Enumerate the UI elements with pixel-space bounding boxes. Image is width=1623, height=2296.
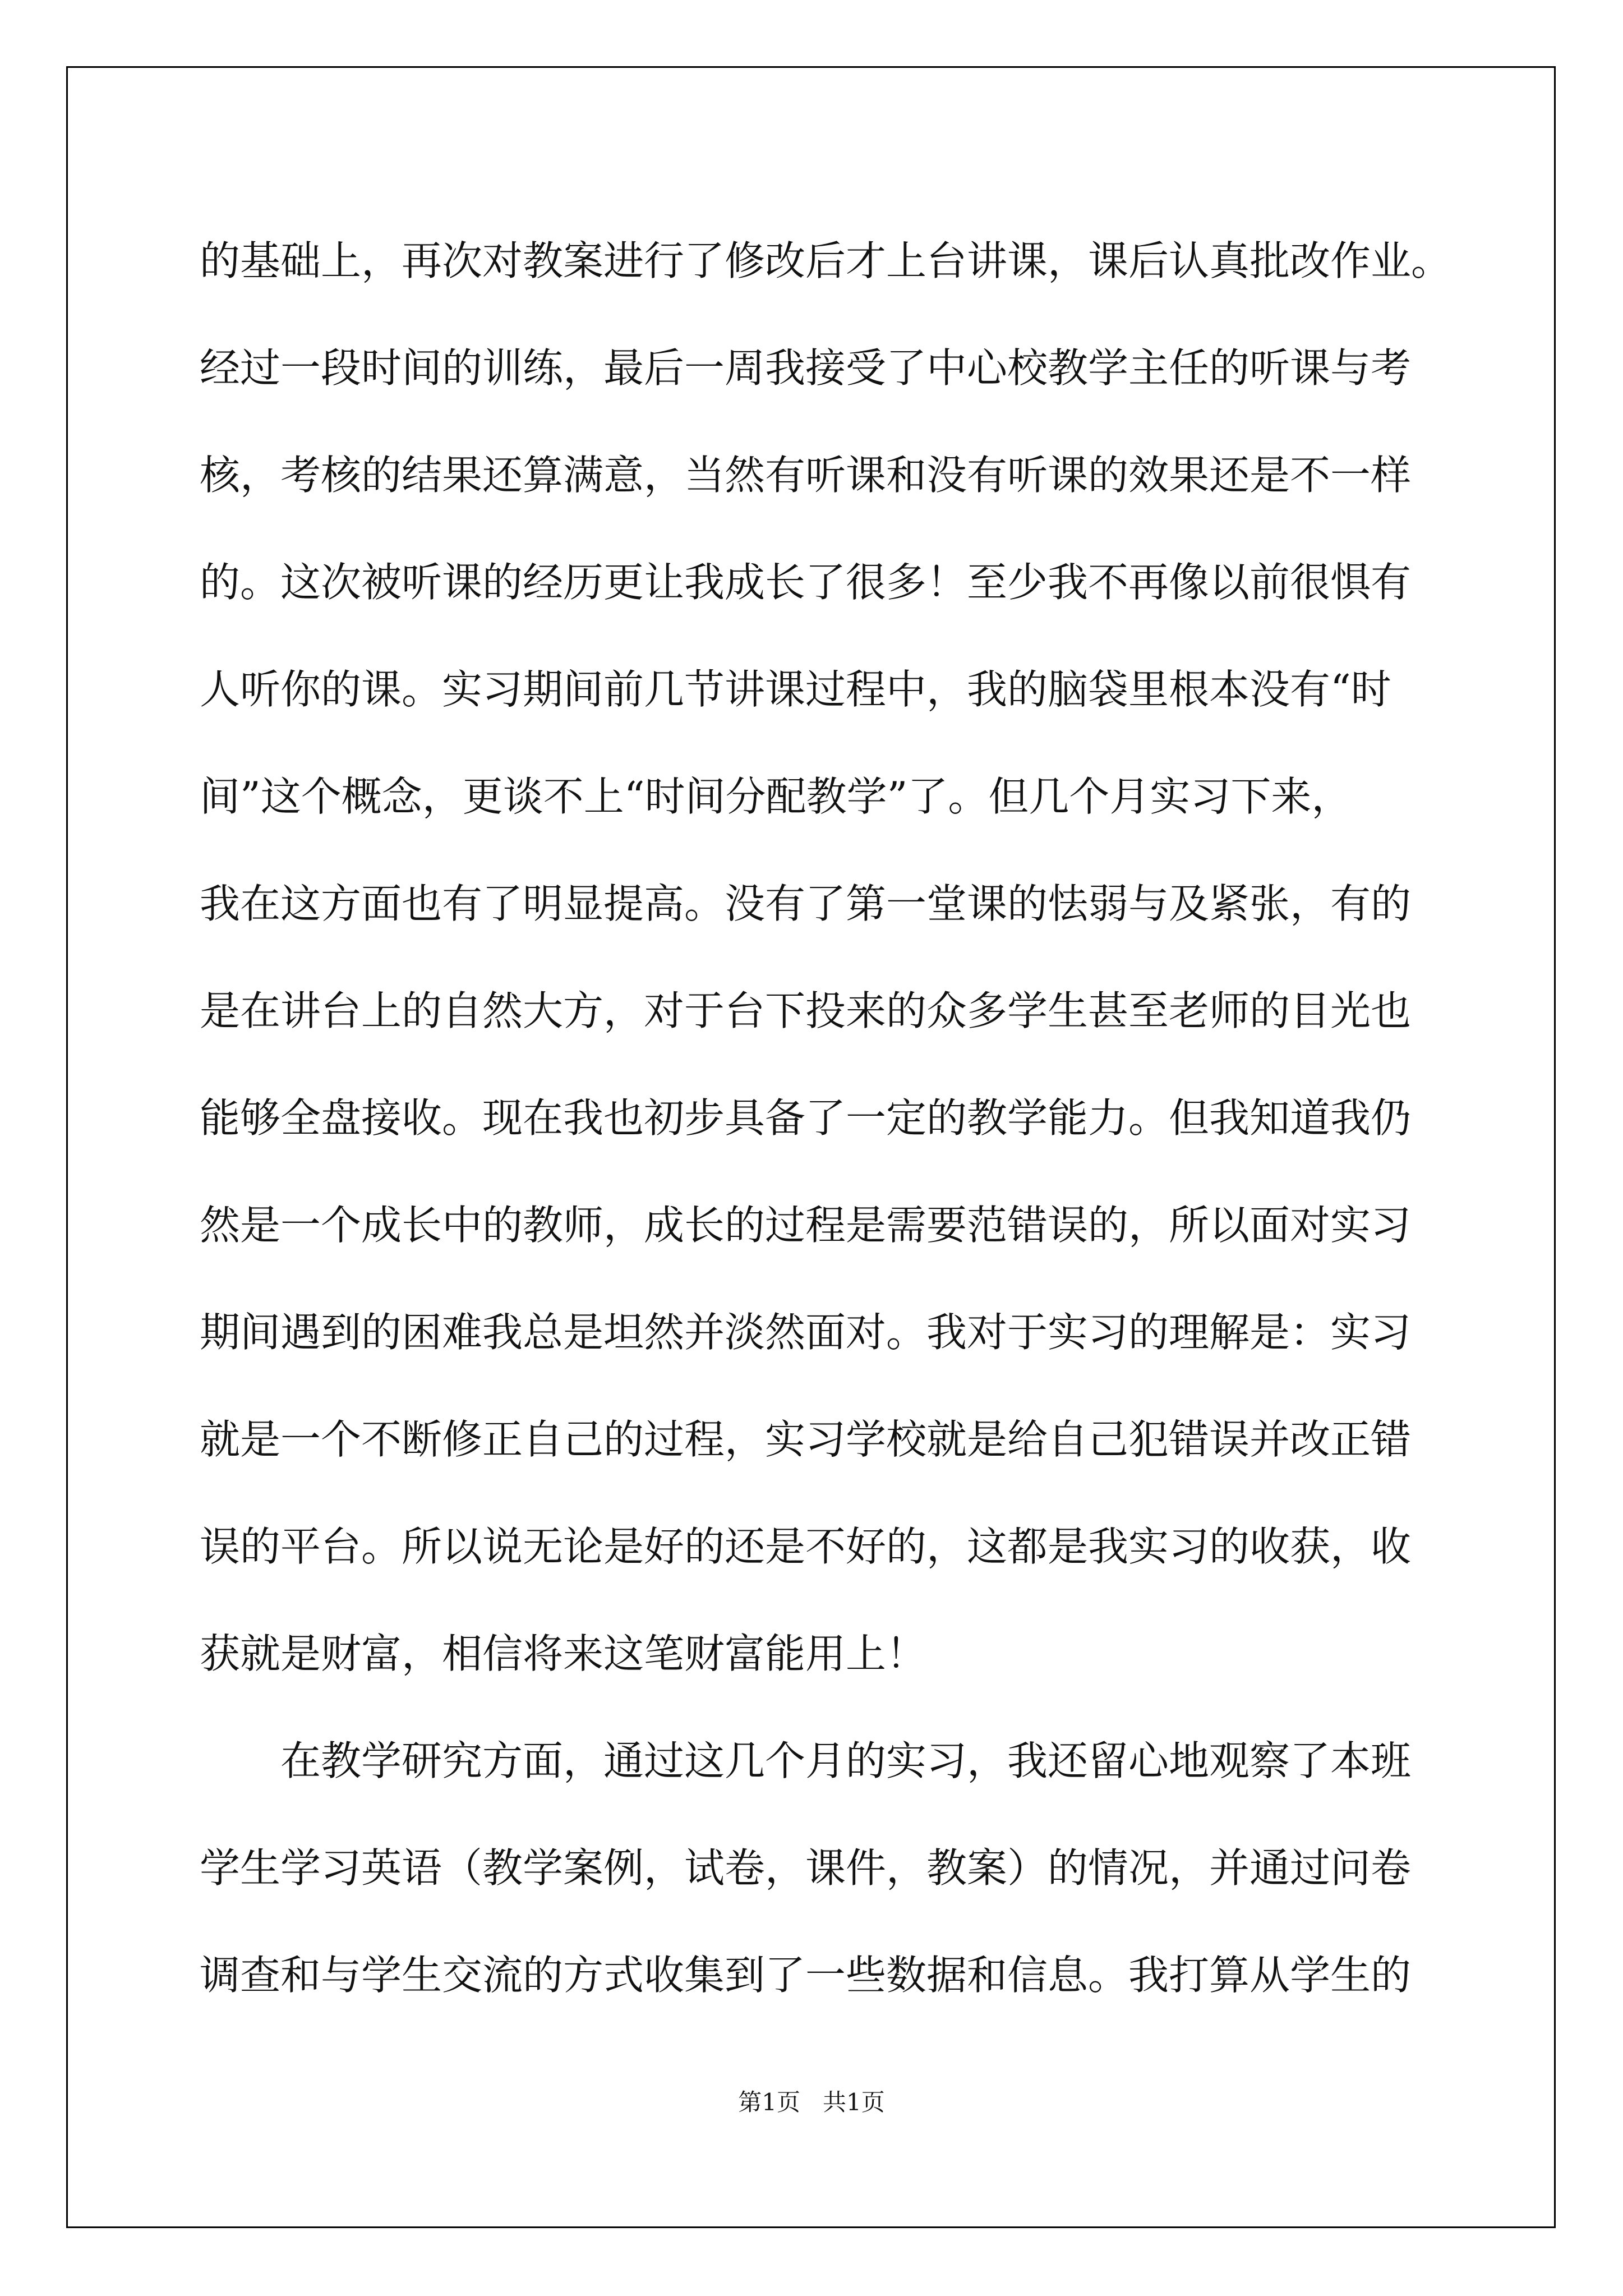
text-line: 能够全盘接收。现在我也初步具备了一定的教学能力。但我知道我仍	[200, 1094, 1412, 1142]
document-body	[200, 208, 1456, 2029]
text-line: 经过一段时间的训练，最后一周我接受了中心校教学主任的听课与考	[200, 344, 1412, 392]
text-line: 我在这方面也有了明显提高。没有了第一堂课的怯弱与及紧张，有的	[200, 880, 1412, 927]
text-line: 调查和与学生交流的方式收集到了一些数据和信息。我打算从学生的	[200, 1952, 1412, 1999]
text-line: 人听你的课。实习期间前几节讲课过程中，我的脑袋里根本没有“时	[200, 666, 1391, 713]
text-line: 学生学习英语（教学案例，试卷，课件，教案）的情况，并通过问卷	[200, 1844, 1412, 1892]
text-line: 获就是财富，相信将来这笔财富能用上！	[200, 1630, 927, 1677]
paragraph-start-line: 在教学研究方面，通过这几个月的实习，我还留心地观察了本班	[280, 1737, 1412, 1784]
page-footer: 第1页 共1页	[738, 2088, 885, 2116]
text-line: 的。这次被听课的经历更让我成长了很多！至少我不再像以前很惧有	[200, 559, 1412, 606]
text-line: 然是一个成长中的教师，成长的过程是需要范错误的，所以面对实习	[200, 1202, 1412, 1249]
text-line: 误的平台。所以说无论是好的还是不好的，这都是我实习的收获，收	[200, 1523, 1412, 1570]
text-line: 的基础上，再次对教案进行了修改后才上台讲课，课后认真批改作业。	[200, 237, 1452, 284]
text-line: 核，考核的结果还算满意，当然有听课和没有听课的效果还是不一样	[200, 452, 1412, 499]
text-line: 期间遇到的困难我总是坦然并淡然面对。我对于实习的理解是：实习	[200, 1309, 1412, 1356]
text-line: 是在讲台上的自然大方，对于台下投来的众多学生甚至老师的目光也	[200, 987, 1412, 1034]
text-line: 就是一个不断修正自己的过程，实习学校就是给自己犯错误并改正错	[200, 1416, 1412, 1463]
text-line: 间”这个概念，更谈不上“时间分配教学”了。但几个月实习下来，	[200, 773, 1352, 820]
